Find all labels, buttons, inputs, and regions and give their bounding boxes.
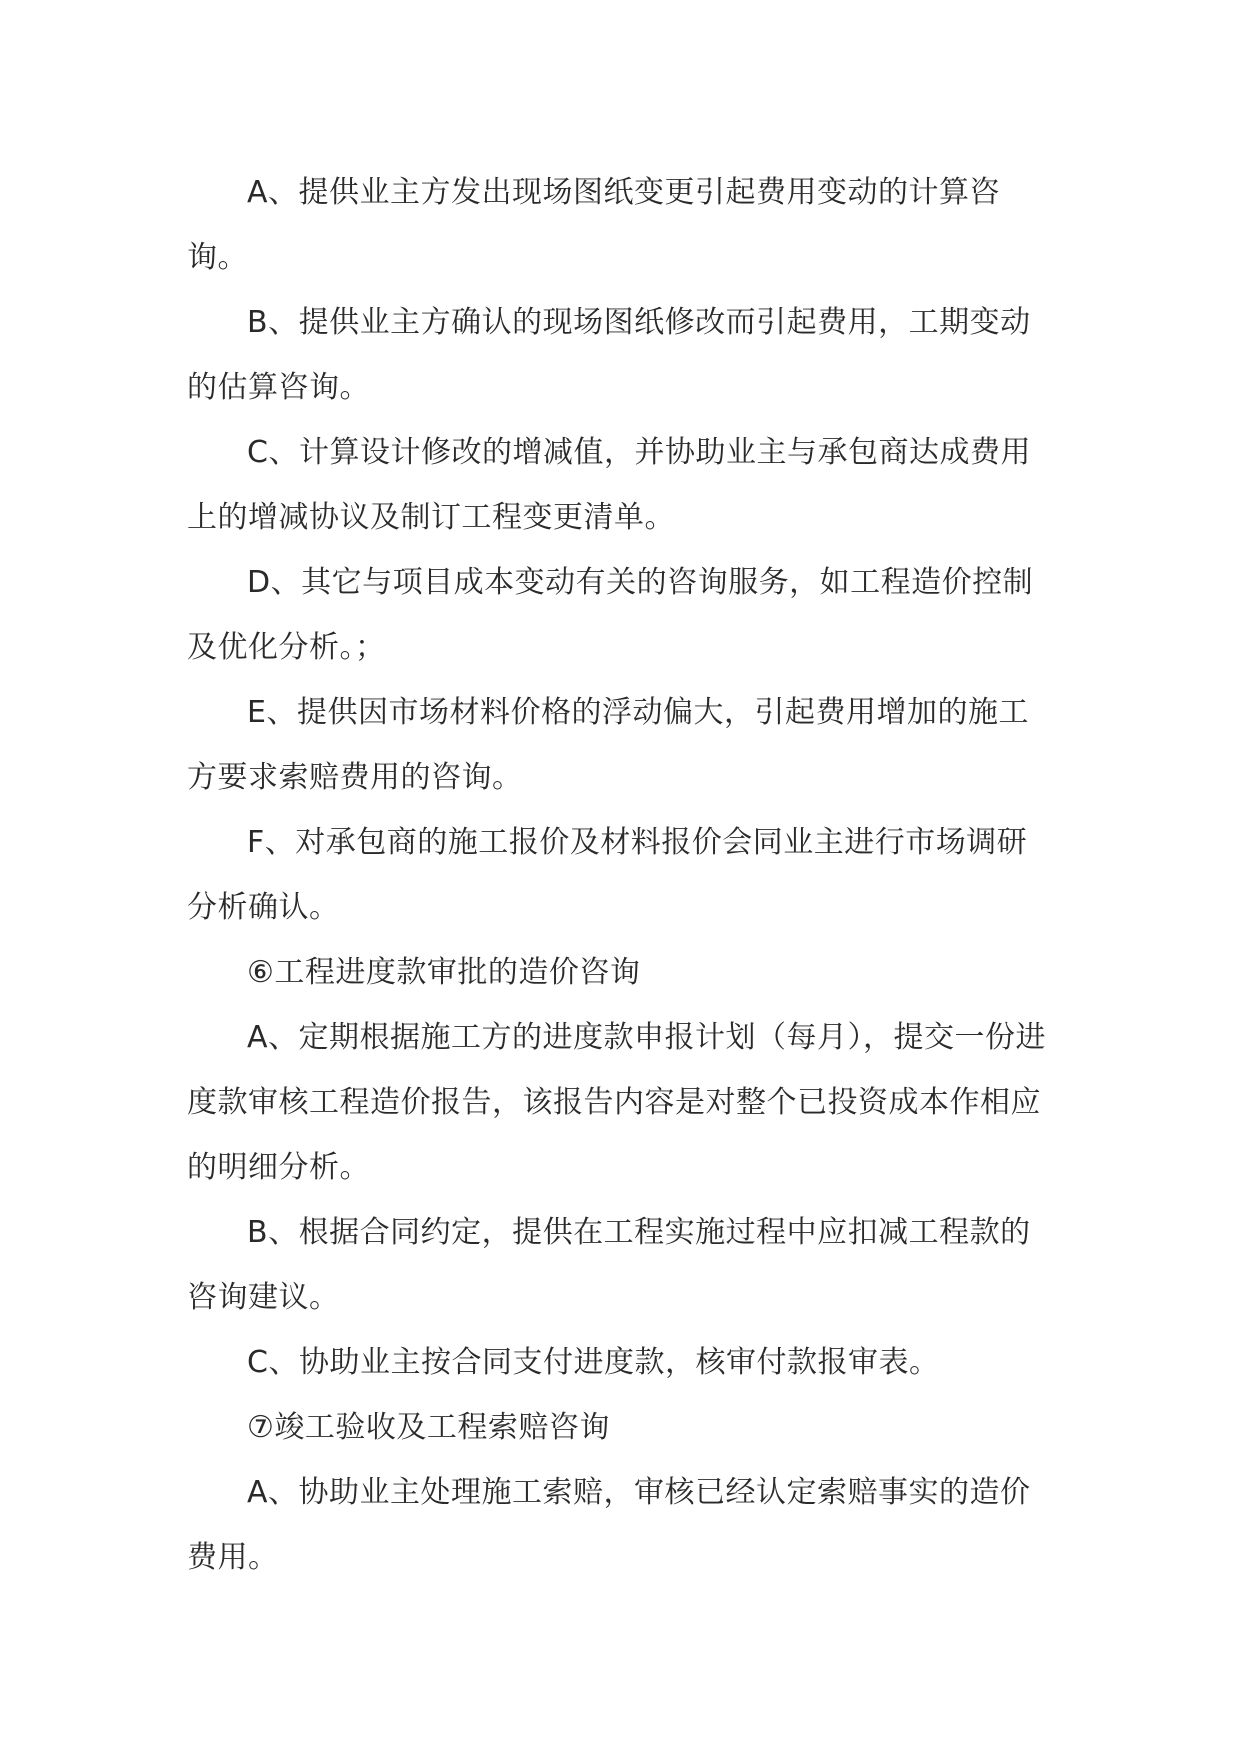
paragraph-material-claim: E、提供因市场材料价格的浮动偏大，引起费用增加的施工方要求索赔费用的咨询。 <box>187 695 1029 795</box>
section-heading-progress-payment: ⑥工程进度款审批的造价咨询 <box>247 955 641 990</box>
paragraph-claims-handling: A、协助业主处理施工索赔，审核已经认定索赔事实的造价费用。 <box>187 1475 1031 1575</box>
paragraph-payment-review: C、协助业主按合同支付进度款，核审付款报审表。 <box>247 1345 940 1380</box>
paragraph-market-research: F、对承包商的施工报价及材料报价会同业主进行市场调研分析确认。 <box>187 825 1028 925</box>
section-heading-completion-claims: ⑦竣工验收及工程索赔咨询 <box>247 1410 610 1445</box>
paragraph-change-estimate: B、提供业主方确认的现场图纸修改而引起费用，工期变动的估算咨询。 <box>187 305 1031 405</box>
document-body <box>187 160 1057 1590</box>
paragraph-design-change: C、计算设计修改的增减值，并协助业主与承包商达成费用上的增减协议及制订工程变更清单。 <box>187 435 1031 535</box>
paragraph-change-calc: A、提供业主方发出现场图纸变更引起费用变动的计算咨询。 <box>187 175 1001 275</box>
paragraph-deduction-advice: B、根据合同约定，提供在工程实施过程中应扣减工程款的咨询建议。 <box>187 1215 1031 1315</box>
paragraph-cost-consulting: D、其它与项目成本变动有关的咨询服务，如工程造价控制及优化分析。； <box>187 565 1034 665</box>
paragraph-progress-report: A、定期根据施工方的进度款申报计划（每月），提交一份进度款审核工程造价报告，该报告内容是对整个已投资成本作相应的明细分析。 <box>187 1020 1047 1185</box>
